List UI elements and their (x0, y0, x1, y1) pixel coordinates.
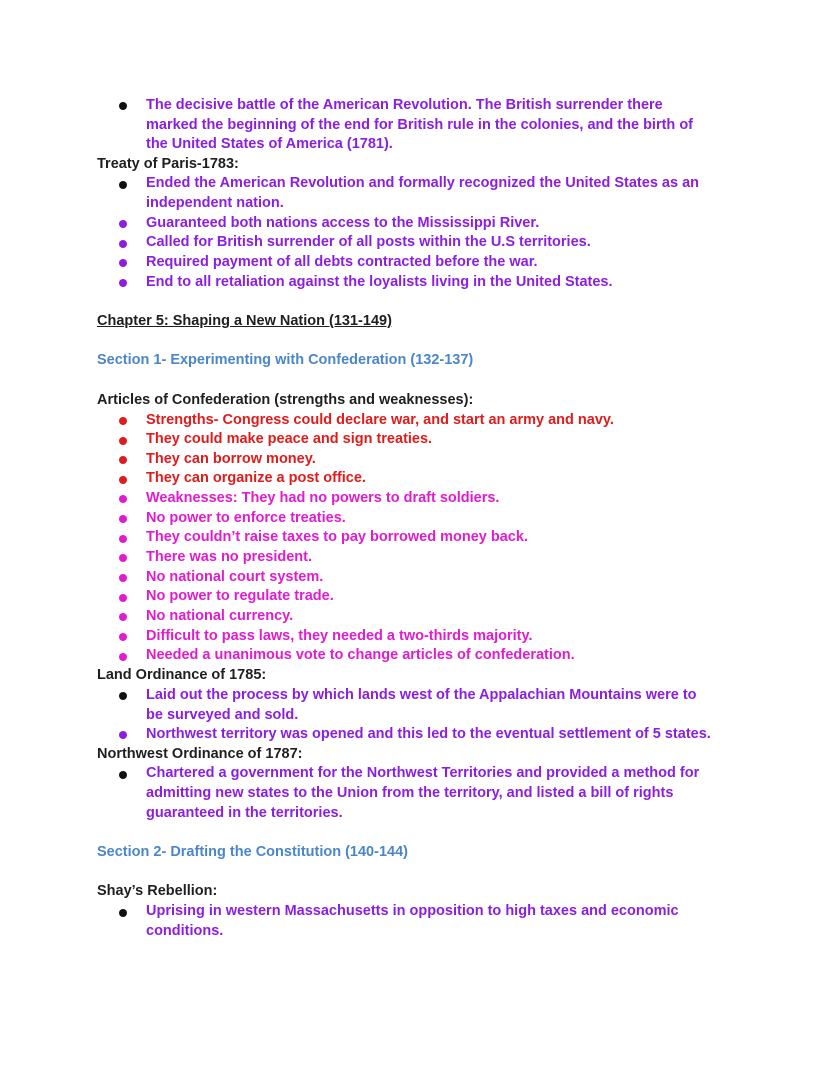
weakness-item: They couldn’t raise taxes to pay borrowed money back. (146, 529, 528, 545)
northwest-item: Chartered a government for the Northwest Territories and provided a method for (146, 765, 700, 781)
treaty-item: Required payment of all debts contracted before the war. (146, 254, 538, 270)
northwest-item: admitting new states to the Union from the territory, and listed a bill of rights (146, 785, 674, 801)
land-item: be surveyed and sold. (146, 707, 299, 723)
bullet-icon (119, 515, 127, 523)
bullet-icon (119, 731, 127, 739)
intro-bullet-line: the United States of America (1781). (146, 136, 393, 152)
section-heading: Section 1- Experimenting with Confederation (132-137) (97, 352, 474, 368)
strength-item: They can borrow money. (146, 451, 316, 467)
bullet-icon (119, 495, 127, 503)
northwest-ordinance-heading: Northwest Ordinance of 1787: (97, 746, 303, 762)
land-item: Northwest territory was opened and this led to the eventual settlement of 5 states. (146, 726, 711, 742)
weakness-item: No national currency. (146, 608, 294, 624)
weakness-item: No national court system. (146, 569, 324, 585)
land-ordinance-heading: Land Ordinance of 1785: (97, 667, 267, 683)
bullet-icon (119, 456, 127, 464)
bullet-icon (119, 279, 127, 287)
bullet-icon (119, 594, 127, 602)
bullet-icon (119, 574, 127, 582)
bullet-icon (119, 909, 127, 917)
strength-item: They can organize a post office. (146, 470, 366, 486)
intro-bullet-line: marked the beginning of the end for British rule in the colonies, and the birth of (146, 117, 693, 133)
bullet-icon (119, 771, 127, 779)
bullet-icon (119, 633, 127, 641)
shays-item: Uprising in western Massachusetts in opposition to high taxes and economic (146, 903, 679, 919)
intro-bullet-line: The decisive battle of the American Revolution. The British surrender there (146, 97, 663, 113)
bullet-icon (119, 653, 127, 661)
weakness-item: Difficult to pass laws, they needed a two-thirds majority. (146, 628, 533, 644)
shays-heading: Shay’s Rebellion: (97, 883, 218, 899)
weakness-item: Weaknesses: They had no powers to draft soldiers. (146, 490, 500, 506)
bullet-icon (119, 476, 127, 484)
strength-item: Strengths- Congress could declare war, and start an army and navy. (146, 412, 614, 428)
weakness-item: Needed a unanimous vote to change articles of confederation. (146, 647, 575, 663)
bullet-icon (119, 102, 127, 110)
bullet-icon (119, 240, 127, 248)
weakness-item: There was no president. (146, 549, 312, 565)
bullet-icon (119, 437, 127, 445)
chapter-heading: Chapter 5: Shaping a New Nation (131-149) (97, 313, 392, 329)
bullet-icon (119, 613, 127, 621)
bullet-icon (119, 417, 127, 425)
section-heading: Section 2- Drafting the Constitution (140-144) (97, 844, 408, 860)
articles-heading: Articles of Confederation (strengths and weaknesses): (97, 392, 474, 408)
treaty-item: independent nation. (146, 195, 284, 211)
bullet-icon (119, 181, 127, 189)
treaty-item: Guaranteed both nations access to the Mississippi River. (146, 215, 540, 231)
treaty-item: End to all retaliation against the loyalists living in the United States. (146, 274, 613, 290)
strength-item: They could make peace and sign treaties. (146, 431, 433, 447)
bullet-icon (119, 259, 127, 267)
land-item: Laid out the process by which lands west of the Appalachian Mountains were to (146, 687, 697, 703)
treaty-item: Ended the American Revolution and formally recognized the United States as an (146, 175, 699, 191)
treaty-item: Called for British surrender of all posts within the U.S territories. (146, 234, 591, 250)
bullet-icon (119, 535, 127, 543)
northwest-item: guaranteed in the territories. (146, 805, 343, 821)
shays-item: conditions. (146, 923, 224, 939)
weakness-item: No power to regulate trade. (146, 588, 334, 604)
bullet-icon (119, 692, 127, 700)
bullet-icon (119, 220, 127, 228)
weakness-item: No power to enforce treaties. (146, 510, 346, 526)
bullet-icon (119, 554, 127, 562)
treaty-heading: Treaty of Paris-1783: (97, 156, 239, 172)
